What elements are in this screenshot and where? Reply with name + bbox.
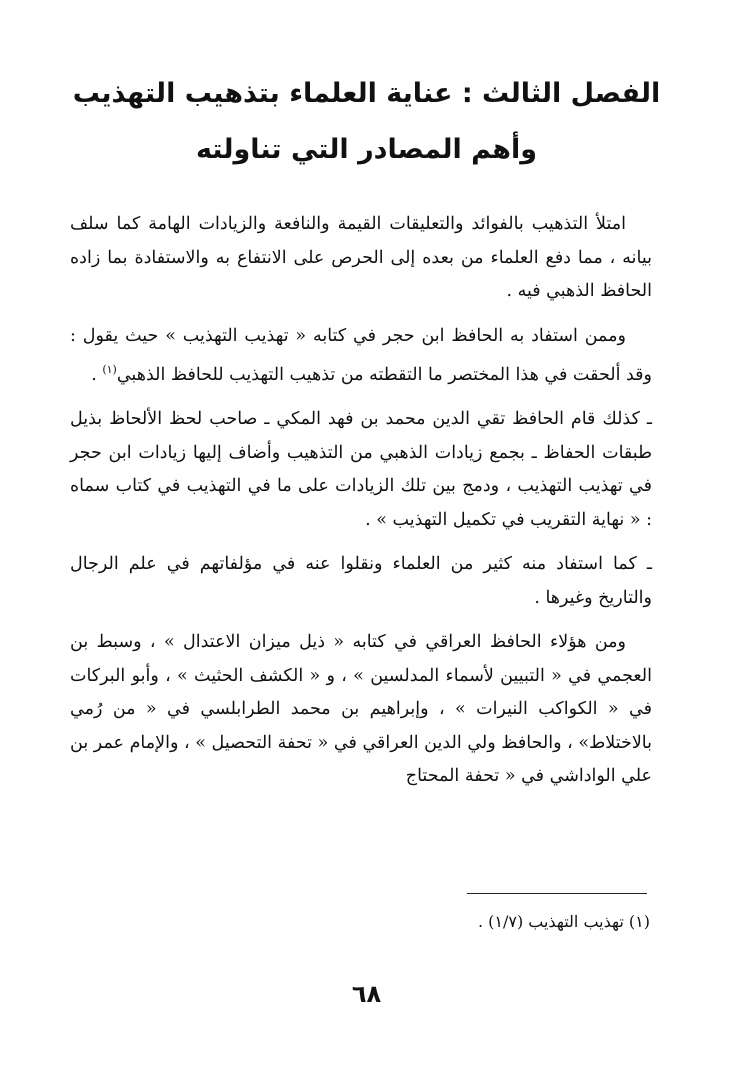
paragraph-end-dot: .: [91, 364, 103, 385]
paragraph-ibn-hajar: [70, 320, 652, 393]
paragraph-ibn-hajar-text: وممن استفاد به الحافظ ابن حجر في كتابه « تهذيب التهذيب » حيث يقول : وقد ألحقت في هذا المختصر ما التقطته من تذهيب التهذيب للحافظ الذهبي: [70, 325, 652, 385]
page-number: ٦٨: [351, 980, 382, 1008]
paragraph-scholars: ـ كما استفاد منه كثير من العلماء ونقلوا عنه في مؤلفاتهم في علم الرجال والتاريخ وغيرها .: [70, 554, 652, 608]
footnote-divider: [467, 893, 647, 894]
paragraph-intro: امتلأ التذهيب بالفوائد والتعليقات القيمة والنافعة والزيادات الهامة كما سلف بيانه ، مما دفع العلماء من بعده إلى الحرص على الانتفاع به والاستفادة بما زاده الحافظ الذهبي فيه .: [70, 214, 652, 301]
paragraph-examples: ومن هؤلاء الحافظ العراقي في كتابه « ذيل ميزان الاعتدال » ، وسبط بن العجمي في « التبيين لأسماء المدلسين » ، و « الكشف الحثيث » ، وأبو البركات في « الكواكب النيرات » ، وإبراهيم بن محمد الطرابلسي في « من رُمي بالاختلاط» ، والحافظ ولي الدين العراقي في « تحفة التحصيل » ، والإمام عمر بن علي الواداشي في « تحفة المحتاج: [70, 632, 652, 787]
chapter-title-line-2: وأهم المصادر التي تناولته: [195, 134, 538, 165]
footnote: (١) تهذيب التهذيب (١/٧) .: [477, 912, 650, 931]
paragraph-ibn-fahd: ـ كذلك قام الحافظ تقي الدين محمد بن فهد المكي ـ صاحب لحظ الألحاظ بذيل طبقات الحفاظ ـ بجمع زيادات الذهبي من التذهيب وأضاف إليها زيادات ابن حجر في تهذيب التهذيب ، ودمج بين تلك الزيادات على ما في التهذيب في كتاب سماه : « نهاية التقريب في تكميل التهذيب » .: [70, 409, 652, 530]
footnote-marker: (١): [102, 363, 117, 376]
body-text: [70, 208, 652, 805]
chapter-title-line-1: الفصل الثالث : عناية العلماء بتذهيب التهذيب: [72, 78, 661, 109]
